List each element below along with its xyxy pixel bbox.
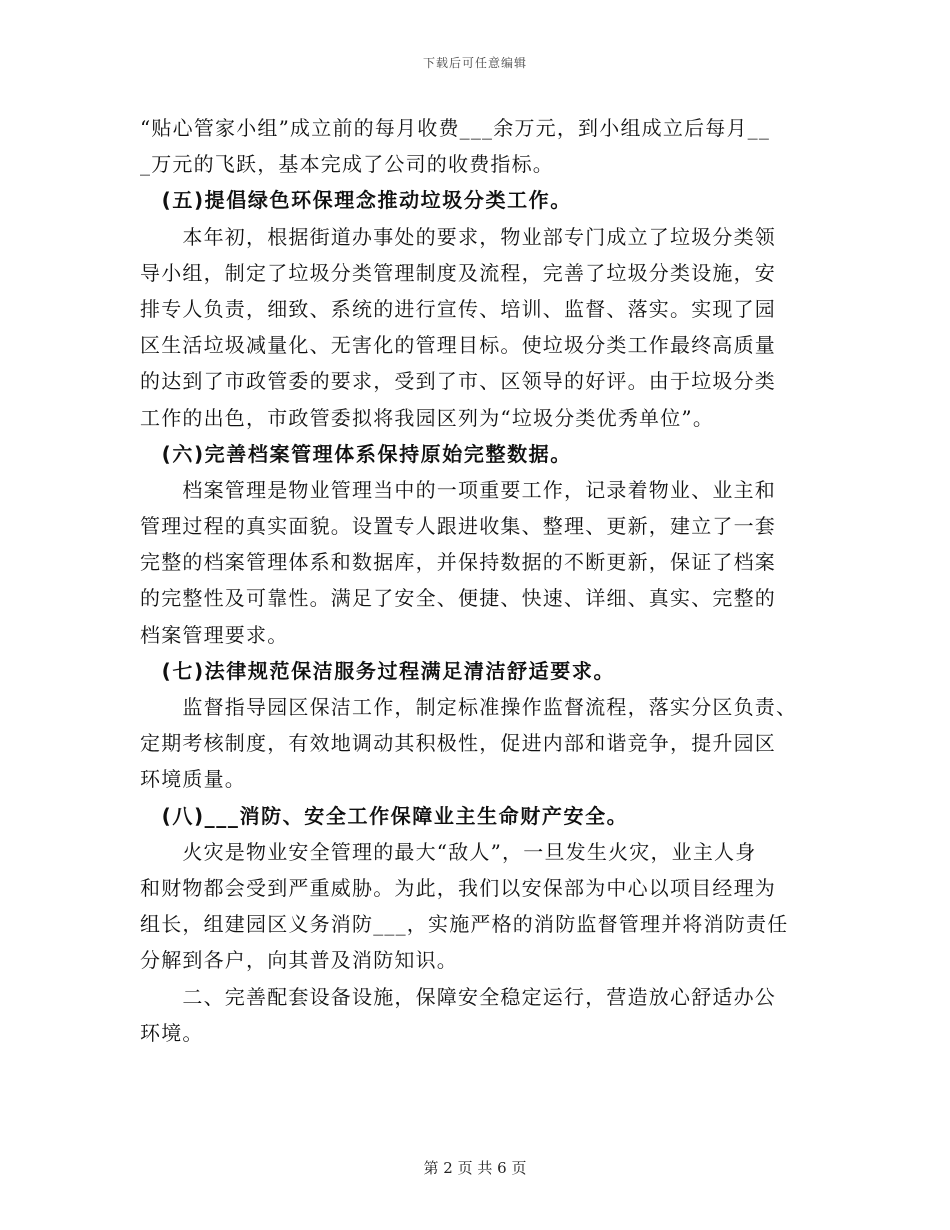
- body-line: 火灾是物业安全管理的最大“敌人”，一旦发生火灾，业主人身: [140, 839, 757, 864]
- body-line: 和财物都会受到严重威胁。为此，我们以安保部为中心以项目经理为: [140, 875, 776, 900]
- section-heading: (八)___消防、安全工作保障业主生命财产安全。: [140, 803, 629, 828]
- body-line: 二、完善配套设备设施，保障安全稳定运行，营造放心舒适办公: [140, 984, 776, 1009]
- body-line: 环境。: [140, 1020, 204, 1045]
- section-heading: (七)法律规范保洁服务过程满足清洁舒适要求。: [140, 658, 616, 683]
- body-line: 导小组，制定了垃圾分类管理制度及流程，完善了垃圾分类设施，安: [140, 260, 776, 285]
- body-line: 档案管理要求。: [140, 622, 289, 647]
- body-line: 本年初，根据街道办事处的要求，物业部专门成立了垃圾分类领: [140, 224, 776, 249]
- body-line: 环境质量。: [140, 767, 246, 792]
- body-line: 工作的出色，市政管委拟将我园区列为“垃圾分类优秀单位”。: [140, 405, 715, 430]
- body-line: 完整的档案管理体系和数据库，并保持数据的不断更新，保证了档案: [140, 550, 776, 575]
- body-line: 组长，组建园区义务消防___，实施严格的消防监督管理并将消防责任: [140, 912, 789, 937]
- section-heading: (五)提倡绿色环保理念推动垃圾分类工作。: [140, 188, 572, 213]
- document-body: [140, 110, 812, 1051]
- body-line: 区生活垃圾减量化、无害化的管理目标。使垃圾分类工作最终高质量: [140, 333, 776, 358]
- body-line: “贴心管家小组”成立前的每月收费___余万元，到小组成立后每月__: [140, 116, 771, 140]
- body-line: 管理过程的真实面貌。设置专人跟进收集、整理、更新，建立了一套: [140, 514, 776, 539]
- body-line: 排专人负责，细致、系统的进行宣传、培训、监督、落实。实现了园: [140, 296, 776, 321]
- body-line: 定期考核制度，有效地调动其积极性，促进内部和谐竞争，提升园区: [140, 731, 776, 756]
- page-header-note: 下载后可任意编辑: [422, 56, 527, 70]
- page-number: 第 2 页 共 6 页: [423, 1159, 527, 1177]
- body-line: 监督指导园区保洁工作，制定标准操作监督流程，落实分区负责、: [140, 695, 798, 719]
- body-line: _万元的飞跃，基本完成了公司的收费指标。: [140, 152, 554, 177]
- body-line: 的达到了市政管委的要求，受到了市、区领导的好评。由于垃圾分类: [140, 369, 776, 394]
- body-line: 档案管理是物业管理当中的一项重要工作，记录着物业、业主和: [140, 477, 776, 502]
- body-line: 分解到各户，向其普及消防知识。: [140, 948, 458, 973]
- body-line: 的完整性及可靠性。满足了安全、便捷、快速、详细、真实、完整的: [140, 586, 776, 611]
- section-heading: (六)完善档案管理体系保持原始完整数据。: [140, 441, 572, 466]
